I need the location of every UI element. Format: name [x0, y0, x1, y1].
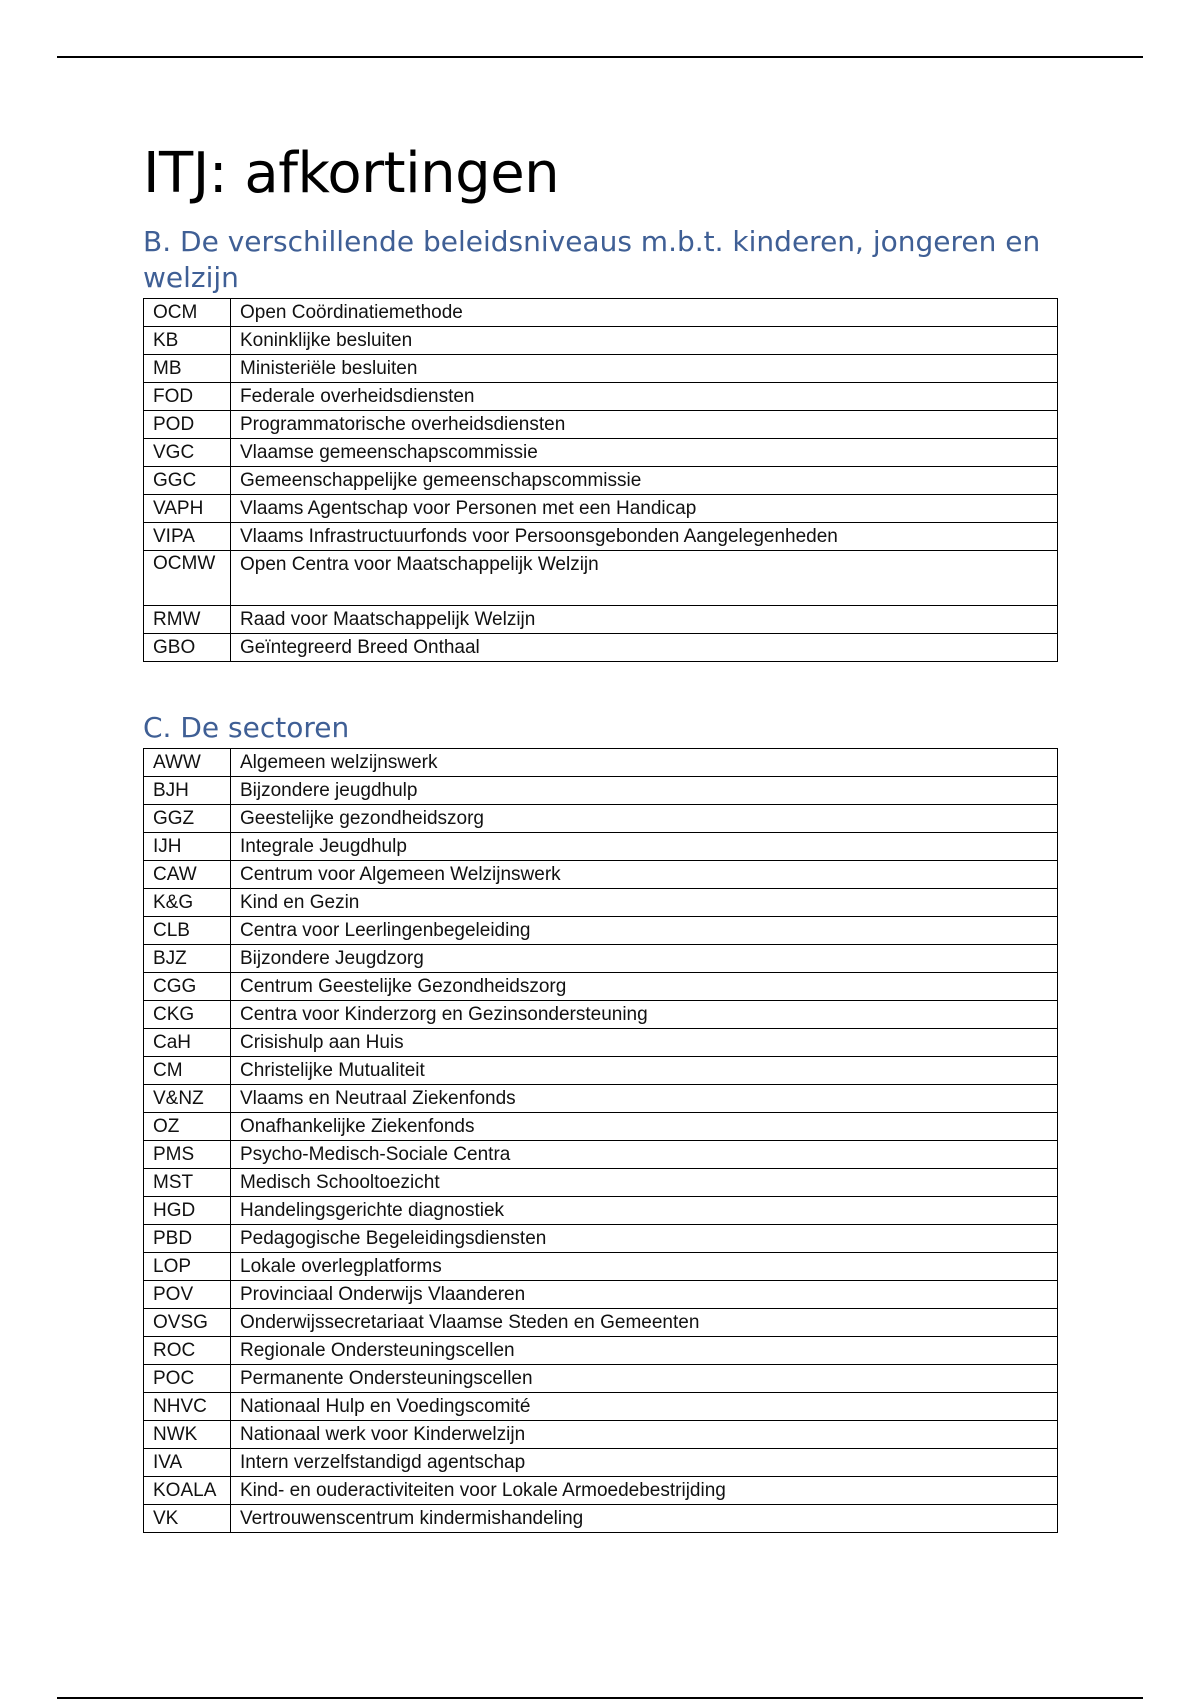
meaning-cell: Nationaal Hulp en Voedingscomité: [231, 1393, 1058, 1421]
abbreviation-cell: NHVC: [144, 1393, 231, 1421]
document-title: ITJ: afkortingen: [143, 141, 560, 206]
table-row: [144, 1225, 1058, 1253]
table-row: [144, 889, 1058, 917]
table-row: [144, 1505, 1058, 1533]
abbreviation-cell: GBO: [144, 634, 231, 662]
meaning-cell: Onderwijssecretariaat Vlaamse Steden en Gemeenten: [231, 1309, 1058, 1337]
abbreviation-cell: VK: [144, 1505, 231, 1533]
abbreviation-cell: ROC: [144, 1337, 231, 1365]
table-row: [144, 1309, 1058, 1337]
meaning-cell: Geestelijke gezondheidszorg: [231, 805, 1058, 833]
table-row: [144, 355, 1058, 383]
abbreviation-cell: KOALA: [144, 1477, 231, 1505]
meaning-cell: Raad voor Maatschappelijk Welzijn: [231, 606, 1058, 634]
abbreviation-cell: KB: [144, 327, 231, 355]
table-row: [144, 411, 1058, 439]
abbreviation-cell: CKG: [144, 1001, 231, 1029]
table-row: [144, 805, 1058, 833]
abbreviation-cell: FOD: [144, 383, 231, 411]
table-row: [144, 1337, 1058, 1365]
table-row: [144, 777, 1058, 805]
meaning-cell: Lokale overlegplatforms: [231, 1253, 1058, 1281]
abbreviation-cell: BJH: [144, 777, 231, 805]
meaning-cell: Vlaams Agentschap voor Personen met een Handicap: [231, 495, 1058, 523]
meaning-cell: Vlaams en Neutraal Ziekenfonds: [231, 1085, 1058, 1113]
table-row: [144, 973, 1058, 1001]
meaning-cell: Intern verzelfstandigd agentschap: [231, 1449, 1058, 1477]
meaning-cell: Integrale Jeugdhulp: [231, 833, 1058, 861]
table-row: [144, 1001, 1058, 1029]
abbreviation-cell: V&NZ: [144, 1085, 231, 1113]
abbreviation-cell: CM: [144, 1057, 231, 1085]
meaning-cell: Programmatorische overheidsdiensten: [231, 411, 1058, 439]
table-row: [144, 1085, 1058, 1113]
abbreviation-cell: OCM: [144, 299, 231, 327]
table-row: [144, 945, 1058, 973]
abbreviation-cell: VIPA: [144, 523, 231, 551]
table-row: [144, 1449, 1058, 1477]
meaning-cell: Bijzondere Jeugdzorg: [231, 945, 1058, 973]
table-row: [144, 467, 1058, 495]
meaning-cell: Centrum voor Algemeen Welzijnswerk: [231, 861, 1058, 889]
table-row: [144, 1477, 1058, 1505]
top-rule: [57, 56, 1143, 58]
abbreviation-cell: GGC: [144, 467, 231, 495]
abbreviation-cell: AWW: [144, 749, 231, 777]
meaning-cell: Christelijke Mutualiteit: [231, 1057, 1058, 1085]
abbreviation-cell: IJH: [144, 833, 231, 861]
meaning-cell: Geïntegreerd Breed Onthaal: [231, 634, 1058, 662]
meaning-cell: Centra voor Kinderzorg en Gezinsondersteuning: [231, 1001, 1058, 1029]
meaning-cell: Federale overheidsdiensten: [231, 383, 1058, 411]
meaning-cell: Open Centra voor Maatschappelijk Welzijn: [231, 551, 1058, 606]
abbreviation-cell: CLB: [144, 917, 231, 945]
table-row: [144, 1281, 1058, 1309]
table-row: [144, 523, 1058, 551]
table-row: [144, 833, 1058, 861]
abbreviation-cell: CaH: [144, 1029, 231, 1057]
meaning-cell: Centra voor Leerlingenbegeleiding: [231, 917, 1058, 945]
document-body: [143, 138, 1058, 1533]
meaning-cell: Algemeen welzijnswerk: [231, 749, 1058, 777]
meaning-cell: Gemeenschappelijke gemeenschapscommissie: [231, 467, 1058, 495]
meaning-cell: Bijzondere jeugdhulp: [231, 777, 1058, 805]
table-row: [144, 1029, 1058, 1057]
meaning-cell: Vertrouwenscentrum kindermishandeling: [231, 1505, 1058, 1533]
table-row: [144, 495, 1058, 523]
abbreviation-cell: VGC: [144, 439, 231, 467]
abbreviation-cell: PBD: [144, 1225, 231, 1253]
section-b-heading: B. De verschillende beleidsniveaus m.b.t. kinderen, jongeren en welzijn: [143, 225, 1041, 294]
table-row: [144, 749, 1058, 777]
meaning-cell: Provinciaal Onderwijs Vlaanderen: [231, 1281, 1058, 1309]
section-c-heading: C. De sectoren: [143, 711, 350, 744]
table-row: [144, 327, 1058, 355]
table-row: [144, 861, 1058, 889]
meaning-cell: Onafhankelijke Ziekenfonds: [231, 1113, 1058, 1141]
meaning-cell: Nationaal werk voor Kinderwelzijn: [231, 1421, 1058, 1449]
meaning-cell: Psycho-Medisch-Sociale Centra: [231, 1141, 1058, 1169]
abbreviation-cell: POV: [144, 1281, 231, 1309]
abbreviation-cell: HGD: [144, 1197, 231, 1225]
table-row: [144, 551, 1058, 606]
table-row: [144, 1057, 1058, 1085]
meaning-cell: Koninklijke besluiten: [231, 327, 1058, 355]
abbreviation-cell: PMS: [144, 1141, 231, 1169]
meaning-cell: Crisishulp aan Huis: [231, 1029, 1058, 1057]
table-row: [144, 634, 1058, 662]
bottom-rule: [57, 1697, 1143, 1699]
meaning-cell: Regionale Ondersteuningscellen: [231, 1337, 1058, 1365]
table-row: [144, 1393, 1058, 1421]
table-row: [144, 1197, 1058, 1225]
abbreviation-cell: MB: [144, 355, 231, 383]
meaning-cell: Ministeriële besluiten: [231, 355, 1058, 383]
abbreviation-cell: OVSG: [144, 1309, 231, 1337]
table-row: [144, 606, 1058, 634]
abbreviation-cell: CGG: [144, 973, 231, 1001]
table-row: [144, 383, 1058, 411]
abbreviation-cell: RMW: [144, 606, 231, 634]
section-b-table: [143, 298, 1058, 662]
abbreviation-cell: POC: [144, 1365, 231, 1393]
table-row: [144, 1169, 1058, 1197]
table-row: [144, 917, 1058, 945]
abbreviation-cell: K&G: [144, 889, 231, 917]
abbreviation-cell: CAW: [144, 861, 231, 889]
table-row: [144, 1141, 1058, 1169]
abbreviation-cell: OCMW: [144, 551, 231, 606]
table-row: [144, 1113, 1058, 1141]
table-row: [144, 1253, 1058, 1281]
meaning-cell: Vlaams Infrastructuurfonds voor Persoonsgebonden Aangelegenheden: [231, 523, 1058, 551]
abbreviation-cell: OZ: [144, 1113, 231, 1141]
meaning-cell: Pedagogische Begeleidingsdiensten: [231, 1225, 1058, 1253]
abbreviation-cell: POD: [144, 411, 231, 439]
section-c-table: [143, 748, 1058, 1533]
table-row: [144, 439, 1058, 467]
table-row: [144, 1365, 1058, 1393]
abbreviation-cell: GGZ: [144, 805, 231, 833]
meaning-cell: Open Coördinatiemethode: [231, 299, 1058, 327]
meaning-cell: Kind en Gezin: [231, 889, 1058, 917]
abbreviation-cell: VAPH: [144, 495, 231, 523]
table-row: [144, 1421, 1058, 1449]
table-row: [144, 299, 1058, 327]
abbreviation-cell: MST: [144, 1169, 231, 1197]
meaning-cell: Handelingsgerichte diagnostiek: [231, 1197, 1058, 1225]
abbreviation-cell: LOP: [144, 1253, 231, 1281]
abbreviation-cell: BJZ: [144, 945, 231, 973]
meaning-cell: Permanente Ondersteuningscellen: [231, 1365, 1058, 1393]
abbreviation-cell: IVA: [144, 1449, 231, 1477]
meaning-cell: Medisch Schooltoezicht: [231, 1169, 1058, 1197]
meaning-cell: Vlaamse gemeenschapscommissie: [231, 439, 1058, 467]
meaning-cell: Kind- en ouderactiviteiten voor Lokale Armoedebestrijding: [231, 1477, 1058, 1505]
abbreviation-cell: NWK: [144, 1421, 231, 1449]
meaning-cell: Centrum Geestelijke Gezondheidszorg: [231, 973, 1058, 1001]
